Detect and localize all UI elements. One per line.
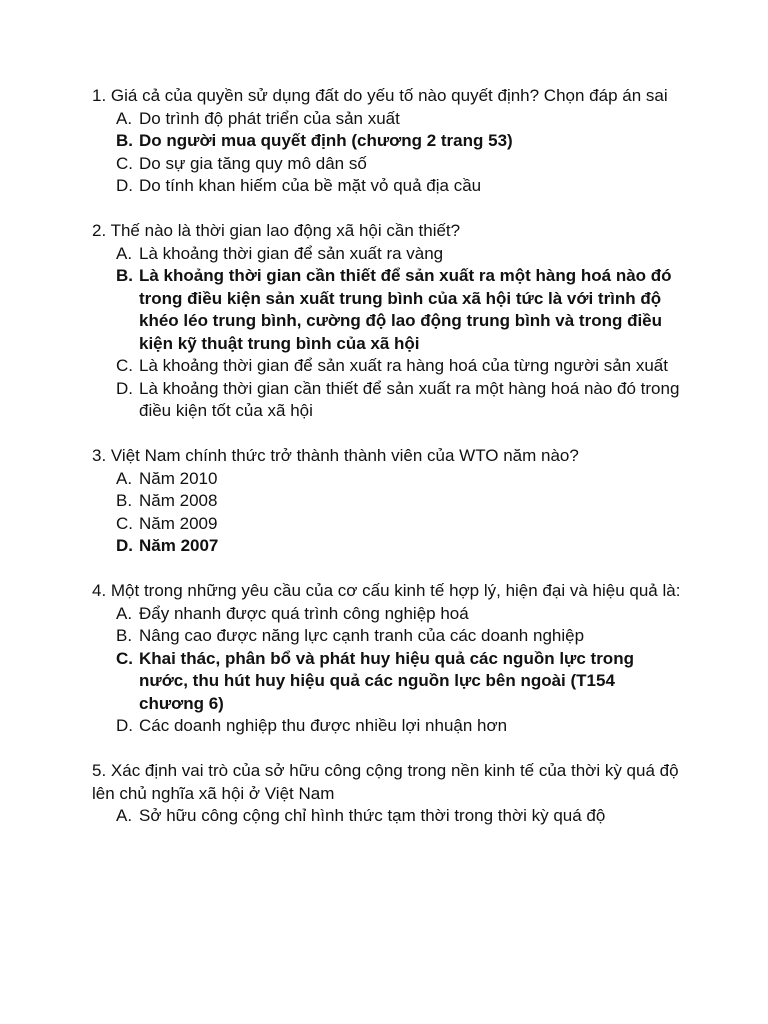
option-text: Do trình độ phát triển của sản xuất <box>139 108 400 128</box>
question-4-option-b <box>92 625 682 648</box>
question-1-option-d <box>92 175 682 198</box>
option-letter: B. <box>116 491 133 510</box>
question-1-text: 1. Giá cả của quyền sử dụng đất do yếu tố nào quyết định? Chọn đáp án sai <box>92 86 668 105</box>
question-4-option-d <box>92 715 682 738</box>
option-text: Năm 2009 <box>139 513 218 533</box>
option-letter: D. <box>116 378 133 398</box>
question-1-option-a <box>92 108 682 131</box>
question-1-option-b-correct <box>92 130 682 153</box>
option-letter: C. <box>116 153 133 173</box>
option-text: Năm 2007 <box>139 536 219 555</box>
option-text: Là khoảng thời gian để sản xuất ra vàng <box>139 243 444 263</box>
option-letter: A. <box>116 603 133 623</box>
option-letter: B. <box>116 131 133 150</box>
option-letter: B. <box>116 266 133 285</box>
document-page <box>92 85 682 850</box>
option-letter: D. <box>116 536 133 555</box>
question-2-option-d <box>92 378 682 423</box>
option-text: Năm 2008 <box>139 491 218 510</box>
option-letter: C. <box>116 356 133 375</box>
question-4 <box>92 580 682 738</box>
option-text: Đẩy nhanh được quá trình công nghiệp hoá <box>139 603 469 623</box>
option-letter: C. <box>116 513 133 533</box>
question-1-option-c <box>92 153 682 176</box>
question-1-options <box>92 108 682 198</box>
option-text: Năm 2010 <box>139 468 218 488</box>
question-4-text: 4. Một trong những yêu cầu của cơ cấu kinh tế hợp lý, hiện đại và hiệu quả là: <box>92 581 681 600</box>
option-text: Do sự gia tăng quy mô dân số <box>139 153 367 173</box>
question-3-option-d-correct <box>92 535 682 558</box>
question-3-options <box>92 468 682 558</box>
question-2-text: 2. Thế nào là thời gian lao động xã hội cần thiết? <box>92 221 461 240</box>
question-5-option-a <box>92 805 682 828</box>
question-2 <box>92 220 682 423</box>
option-text: Do tính khan hiếm của bề mặt vỏ quả địa cầu <box>139 176 482 195</box>
option-letter: B. <box>116 626 133 645</box>
option-text: Là khoảng thời gian cần thiết để sản xuất ra một hàng hoá nào đó trong điều kiện tốt của xã hội <box>139 378 680 420</box>
option-letter: A. <box>116 806 133 825</box>
question-3-text: 3. Việt Nam chính thức trở thành thành viên của WTO năm nào? <box>92 446 579 465</box>
option-text: Sở hữu công cộng chỉ hình thức tạm thời trong thời kỳ quá độ <box>139 806 606 825</box>
question-5-options <box>92 805 682 828</box>
option-letter: A. <box>116 108 133 128</box>
option-text: Là khoảng thời gian cần thiết để sản xuất ra một hàng hoá nào đó trong điều kiện sản xuất trung bình của xã hội tức là với trình độ khéo léo trung bình, cường độ lao động trung bình và trong điều kiện kỹ thuật trung bình của xã hội <box>139 266 672 353</box>
option-letter: C. <box>116 648 133 668</box>
question-2-option-a <box>92 243 682 266</box>
question-5-text: 5. Xác định vai trò của sở hữu công cộng trong nền kinh tế của thời kỳ quá độ lên chủ nghĩa xã hội ở Việt Nam <box>92 761 679 803</box>
option-text: Các doanh nghiệp thu được nhiều lợi nhuận hơn <box>139 716 508 735</box>
question-1 <box>92 85 682 198</box>
question-3-option-b <box>92 490 682 513</box>
question-2-options <box>92 243 682 423</box>
question-3-option-c <box>92 513 682 536</box>
option-letter: D. <box>116 716 133 735</box>
question-4-option-c-correct <box>92 648 682 716</box>
question-3-option-a <box>92 468 682 491</box>
option-letter: A. <box>116 243 133 263</box>
option-text: Là khoảng thời gian để sản xuất ra hàng hoá của từng người sản xuất <box>139 356 668 375</box>
option-letter: D. <box>116 176 133 195</box>
option-text: Nâng cao được năng lực cạnh tranh của các doanh nghiệp <box>139 626 585 645</box>
question-4-options <box>92 603 682 738</box>
question-2-option-b-correct <box>92 265 682 355</box>
question-3 <box>92 445 682 558</box>
question-4-option-a <box>92 603 682 626</box>
question-5 <box>92 760 682 828</box>
question-2-option-c <box>92 355 682 378</box>
option-text: Khai thác, phân bổ và phát huy hiệu quả các nguồn lực trong nước, thu hút huy hiệu quả các nguồn lực bên ngoài (T154 chương 6) <box>139 648 634 713</box>
option-text: Do người mua quyết định (chương 2 trang 53) <box>139 131 513 150</box>
option-letter: A. <box>116 468 133 488</box>
